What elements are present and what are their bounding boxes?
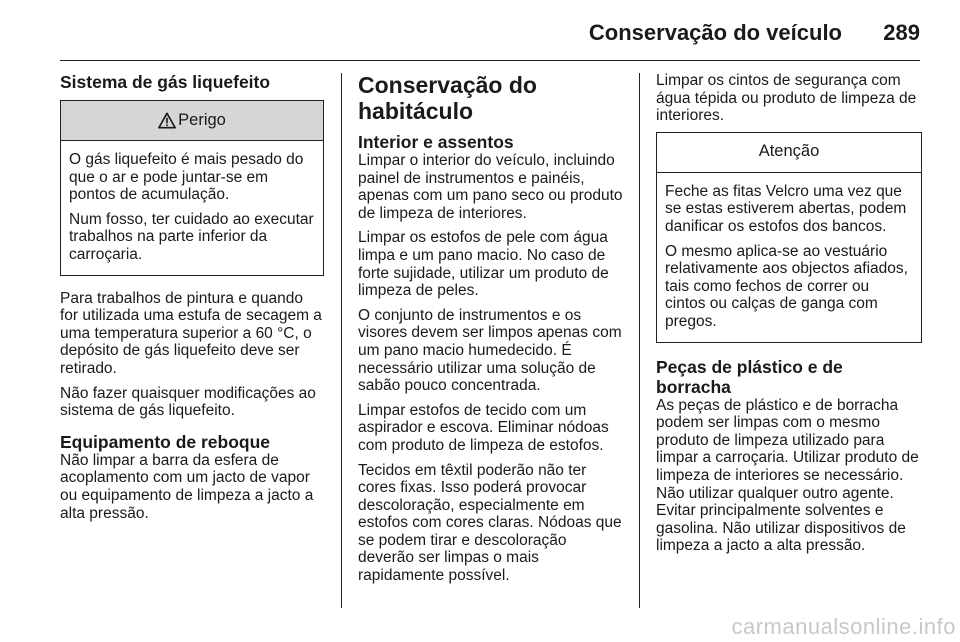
running-title: Conservação do veículo [588, 20, 842, 45]
lpg-paragraph-1: Para trabalhos de pintura e quando for utilizada uma estufa de secagem a uma temperatura superior a 60 °C, o depósito de gás liquefeito deve ser retirado. [60, 289, 322, 377]
interior-paragraph-2: Limpar os estofos de pele com água limpa e um pano macio. No caso de forte sujidade, utilizar um produto de limpeza de peles. [358, 229, 609, 300]
interior-paragraph-3: O conjunto de instrumentos e os visores devem ser limpos apenas com um pano macio humedecido. É necessário utilizar uma solução de sabão pouco concentrada. [358, 306, 622, 395]
attention-box-body [657, 173, 921, 342]
interior-paragraph-5: Tecidos em têxtil poderão não ter cores fixas. Isso poderá provocar descoloração, especialmente em estofos com cores claras. Nódoas que se podem tirar e descoloração deverão ser limpas o mais rapidamente possível. [358, 461, 622, 585]
column-divider-1 [341, 73, 342, 608]
column-divider-2 [639, 73, 640, 608]
interior-paragraph-4: Limpar estofos de tecido com um aspirador e escova. Eliminar nódoas com produto de limpeza de estofos. [358, 401, 609, 454]
subsection-title-towing: Equipamento de reboque [60, 431, 271, 452]
subsection-title-interior-seats: Interior e assentos [358, 132, 514, 152]
subsection-title-plastic-rubber: Peças de plástico e de borracha [656, 356, 843, 397]
attention-label: Atenção [758, 142, 820, 161]
plastic-rubber-paragraph: As peças de plástico e de borracha podem ser limpas com o mesmo produto de limpeza utilizado para limpar a carroçaria. Utilizar produto de limpeza de interiores se necessário. Não utilizar qualquer outro agente. Evitar principalmente solventes e gasolina. Não utilizar dispositivos de limpeza a jacto a alta pressão. [656, 396, 919, 555]
column-3 [656, 72, 922, 562]
danger-box [60, 100, 324, 276]
column-1 [60, 72, 324, 529]
danger-box-body [61, 141, 323, 275]
watermark: carmanualsonline.info [731, 614, 956, 639]
header-rule [60, 60, 920, 61]
attention-paragraph-2: O mesmo aplica-se ao vestuário relativamente aos objectos afiados, tais como fechos de correr ou cintos ou calças de ganga com pregos. [665, 242, 908, 330]
danger-paragraph-2: Num fosso, ter cuidado ao executar trabalhos na parte inferior da carroçaria. [69, 210, 314, 263]
warning-triangle-icon [158, 112, 176, 129]
attention-box-header [657, 133, 921, 173]
page-number: 289 [883, 20, 920, 45]
lpg-paragraph-2: Não fazer quaisquer modificações ao sistema de gás liquefeito. [60, 384, 316, 420]
attention-paragraph-1: Feche as fitas Velcro uma vez que se estas estiverem abertas, podem danificar os estofos dos bancos. [665, 182, 907, 235]
interior-paragraph-1: Limpar o interior do veículo, incluindo painel de instrumentos e painéis, apenas com um pano seco ou produto de limpeza de interiores. [358, 152, 623, 222]
chapter-title-interior-care: Conservação do habitáculo [358, 72, 537, 124]
danger-paragraph-1: O gás liquefeito é mais pesado do que o ar e pode juntar-se em pontos de acumulação. [69, 151, 304, 204]
section-title-lpg: Sistema de gás liquefeito [60, 72, 271, 92]
attention-box [656, 132, 922, 343]
column-2 [358, 72, 624, 592]
danger-box-header [61, 101, 323, 141]
seatbelt-paragraph: Limpar os cintos de segurança com água tépida ou produto de limpeza de interiores. [656, 72, 917, 125]
page-header [0, 0, 960, 60]
towing-paragraph: Não limpar a barra da esfera de acoplamento com um jacto de vapor ou equipamento de limpeza a jacto a alta pressão. [60, 451, 314, 522]
danger-label: Perigo [178, 110, 226, 129]
